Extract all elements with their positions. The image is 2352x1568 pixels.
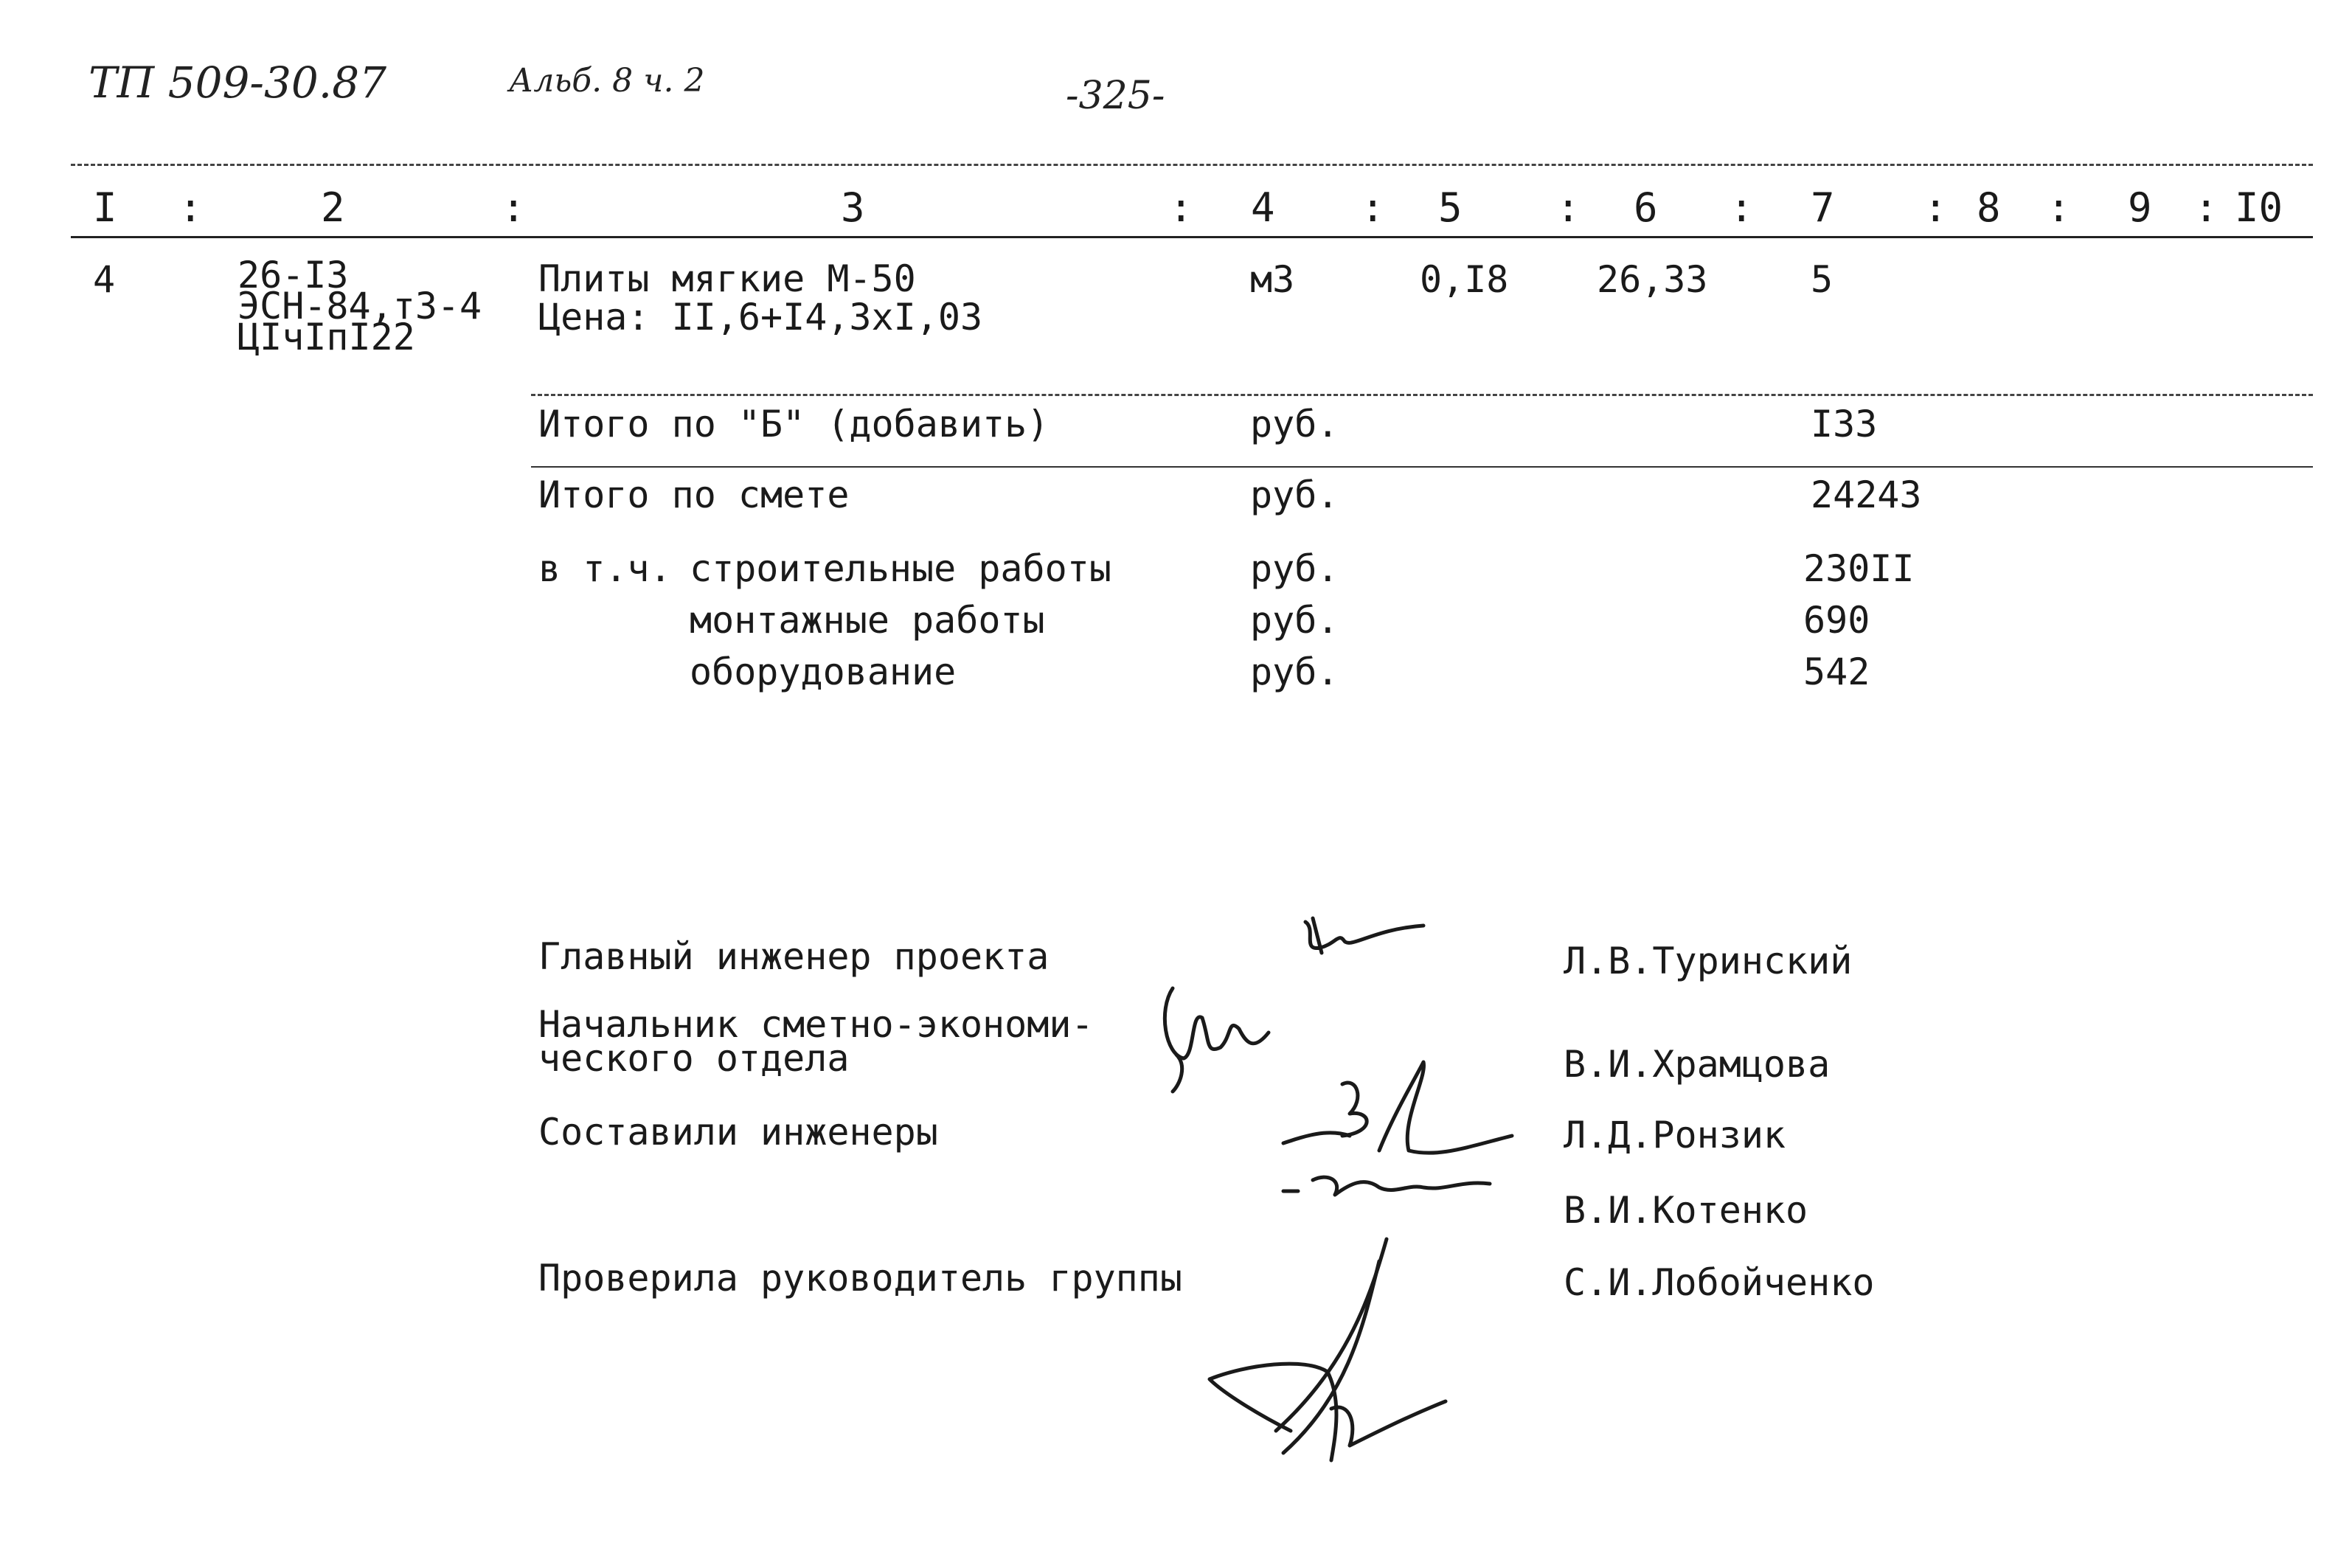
breakdown-label: строительные работы — [690, 547, 1111, 590]
sig-title: Составили инженеры — [538, 1111, 938, 1154]
breakdown-unit: руб. — [1250, 547, 1339, 590]
col-sep: : — [2047, 184, 2071, 231]
sig-name: С.И.Лобойченко — [1564, 1261, 1875, 1304]
total-estimate-label: Итого по смете — [538, 473, 850, 516]
row-name-line: Плиты мягкие М-50 — [538, 257, 916, 300]
col-4: 4 — [1251, 184, 1275, 231]
col-10: I0 — [2235, 184, 2283, 231]
row-code-line: 26-I3 — [237, 254, 349, 296]
breakdown-prefix: в т.ч. — [538, 547, 672, 590]
total-b-value: I33 — [1811, 403, 1878, 445]
row-price: 26,33 — [1597, 258, 1708, 301]
top-rule — [71, 164, 2313, 166]
sig-title: Проверила руководитель группы — [538, 1257, 1182, 1300]
col-7: 7 — [1811, 184, 1835, 231]
sig-title-line: ческого отдела — [538, 1037, 850, 1080]
row-number: 4 — [93, 258, 116, 301]
col-sep: : — [2194, 184, 2219, 231]
col-6: 6 — [1634, 184, 1658, 231]
breakdown-label: оборудование — [690, 651, 957, 693]
col-9: 9 — [2128, 184, 2152, 231]
sig-name: В.И.Храмцова — [1564, 1043, 1831, 1086]
breakdown-label: монтажные работы — [690, 599, 1045, 642]
sig-title — [538, 1003, 1094, 1080]
total-estimate-unit: руб. — [1250, 473, 1339, 516]
page-number: -325- — [1066, 74, 1165, 118]
row-code-line: ЦIчIпI22 — [237, 316, 415, 358]
sig-name: Л.В.Туринский — [1564, 940, 1853, 982]
col-1: I — [93, 184, 117, 231]
total-estimate-value: 24243 — [1811, 473, 1922, 516]
total-b-unit: руб. — [1250, 403, 1339, 445]
total-rule — [531, 466, 2313, 468]
col-sep: : — [178, 184, 203, 231]
col-5: 5 — [1438, 184, 1463, 231]
header-rule — [71, 236, 2313, 238]
sig-title-line: Начальник сметно-экономи- — [538, 1003, 1094, 1046]
signature-engineers — [1269, 1047, 1578, 1210]
sig-title: Главный инженер проекта — [538, 935, 1050, 978]
col-sep: : — [1556, 184, 1581, 231]
doc-code: ТП 509-30.87 — [89, 58, 387, 108]
col-2: 2 — [321, 184, 345, 231]
subtotal-rule — [531, 394, 2313, 396]
sig-name: Л.Д.Ронзик — [1564, 1114, 1786, 1156]
col-sep: : — [1169, 184, 1193, 231]
col-sep: : — [1730, 184, 1754, 231]
breakdown-value: 690 — [1803, 599, 1870, 642]
row-total: 5 — [1811, 258, 1834, 301]
sig-name: В.И.Котенко — [1564, 1189, 1808, 1232]
breakdown-value: 230II — [1803, 547, 1915, 590]
col-8: 8 — [1977, 184, 2001, 231]
col-sep: : — [502, 184, 526, 231]
signature-group-lead — [1202, 1232, 1482, 1475]
row-name-line: Цена: II,6+I4,3хI,03 — [538, 296, 983, 339]
row-unit: м3 — [1250, 258, 1295, 301]
breakdown-value: 542 — [1803, 651, 1870, 693]
col-sep: : — [1361, 184, 1385, 231]
row-qty: 0,I8 — [1420, 258, 1509, 301]
row-code — [237, 254, 482, 358]
col-sep: : — [1923, 184, 1948, 231]
total-b-label: Итого по "Б" (добавить) — [538, 403, 1050, 445]
album-note: Альб. 8 ч. 2 — [509, 62, 705, 100]
col-3: 3 — [841, 184, 865, 231]
breakdown-unit: руб. — [1250, 651, 1339, 693]
row-name — [538, 257, 983, 339]
breakdown-unit: руб. — [1250, 599, 1339, 642]
row-code-line: ЭСН-84,т3-4 — [237, 285, 482, 327]
